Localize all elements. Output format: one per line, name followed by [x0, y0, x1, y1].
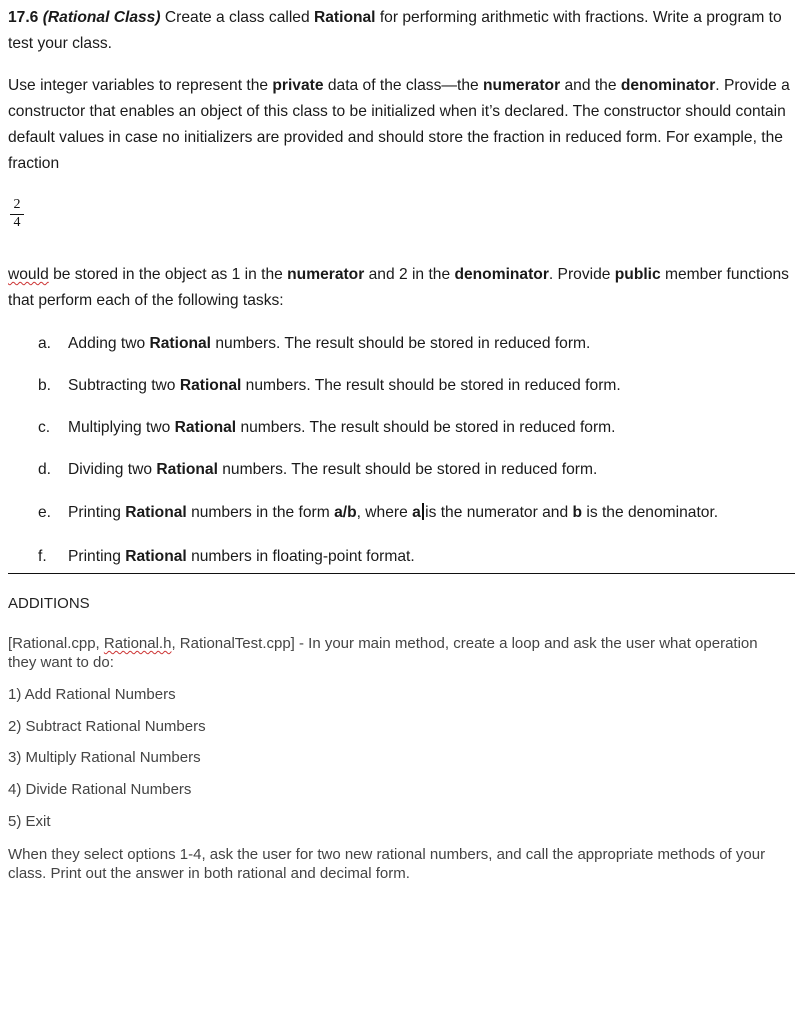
task-item: f. Printing Rational numbers in floating-point format. — [38, 548, 415, 565]
requirements-paragraph: Use integer variables to represent the private data of the class—the numerator and the denominator. Provide a constructor that enables an object of this class to be initialized when it’s declared. The constructor should contain default values in case no initializers are provided and should store the fraction in reduced form. For example, the fraction — [8, 77, 790, 172]
menu-option: 3) Multiply Rational Numbers — [8, 749, 201, 766]
fraction-denominator: 4 — [13, 215, 21, 230]
task-item: b. Subtracting two Rational numbers. The result should be stored in reduced form. — [38, 377, 621, 394]
menu-option: 4) Divide Rational Numbers — [8, 781, 192, 798]
additions-files-paragraph: [Rational.cpp, Rational.h, RationalTest.cpp] - In your main method, create a loop and ask the user what operation they want to do: — [8, 635, 758, 671]
additions-closing-paragraph: When they select options 1-4, ask the user for two new rational numbers, and call the appropriate methods of your class. Print out the answer in both rational and decimal form. — [8, 846, 766, 882]
menu-option: 2) Subtract Rational Numbers — [8, 718, 206, 735]
section-divider — [8, 573, 795, 574]
fraction-example — [10, 198, 24, 230]
menu-option: 5) Exit — [8, 813, 51, 830]
fraction-numerator: 2 — [13, 197, 21, 212]
task-item: d. Dividing two Rational numbers. The result should be stored in reduced form. — [38, 461, 598, 478]
task-item: e. Printing Rational numbers in the form a/b, where a is the numerator and b is the denominator. — [38, 504, 719, 521]
additions-heading: ADDITIONS — [8, 595, 90, 612]
exercise-name: (Rational Class) — [42, 9, 161, 26]
exercise-intro: 17.6 (Rational Class) Create a class called Rational for performing arithmetic with fractions. Write a program to test your class. — [8, 9, 782, 52]
task-item: c. Multiplying two Rational numbers. The result should be stored in reduced form. — [38, 419, 616, 436]
task-item: a. Adding two Rational numbers. The result should be stored in reduced form. — [38, 335, 591, 352]
exercise-number: 17.6 — [8, 9, 39, 26]
menu-option: 1) Add Rational Numbers — [8, 686, 176, 703]
storage-paragraph: would be stored in the object as 1 in the numerator and 2 in the denominator. Provide public member functions that perform each of the following tasks: — [8, 266, 789, 309]
